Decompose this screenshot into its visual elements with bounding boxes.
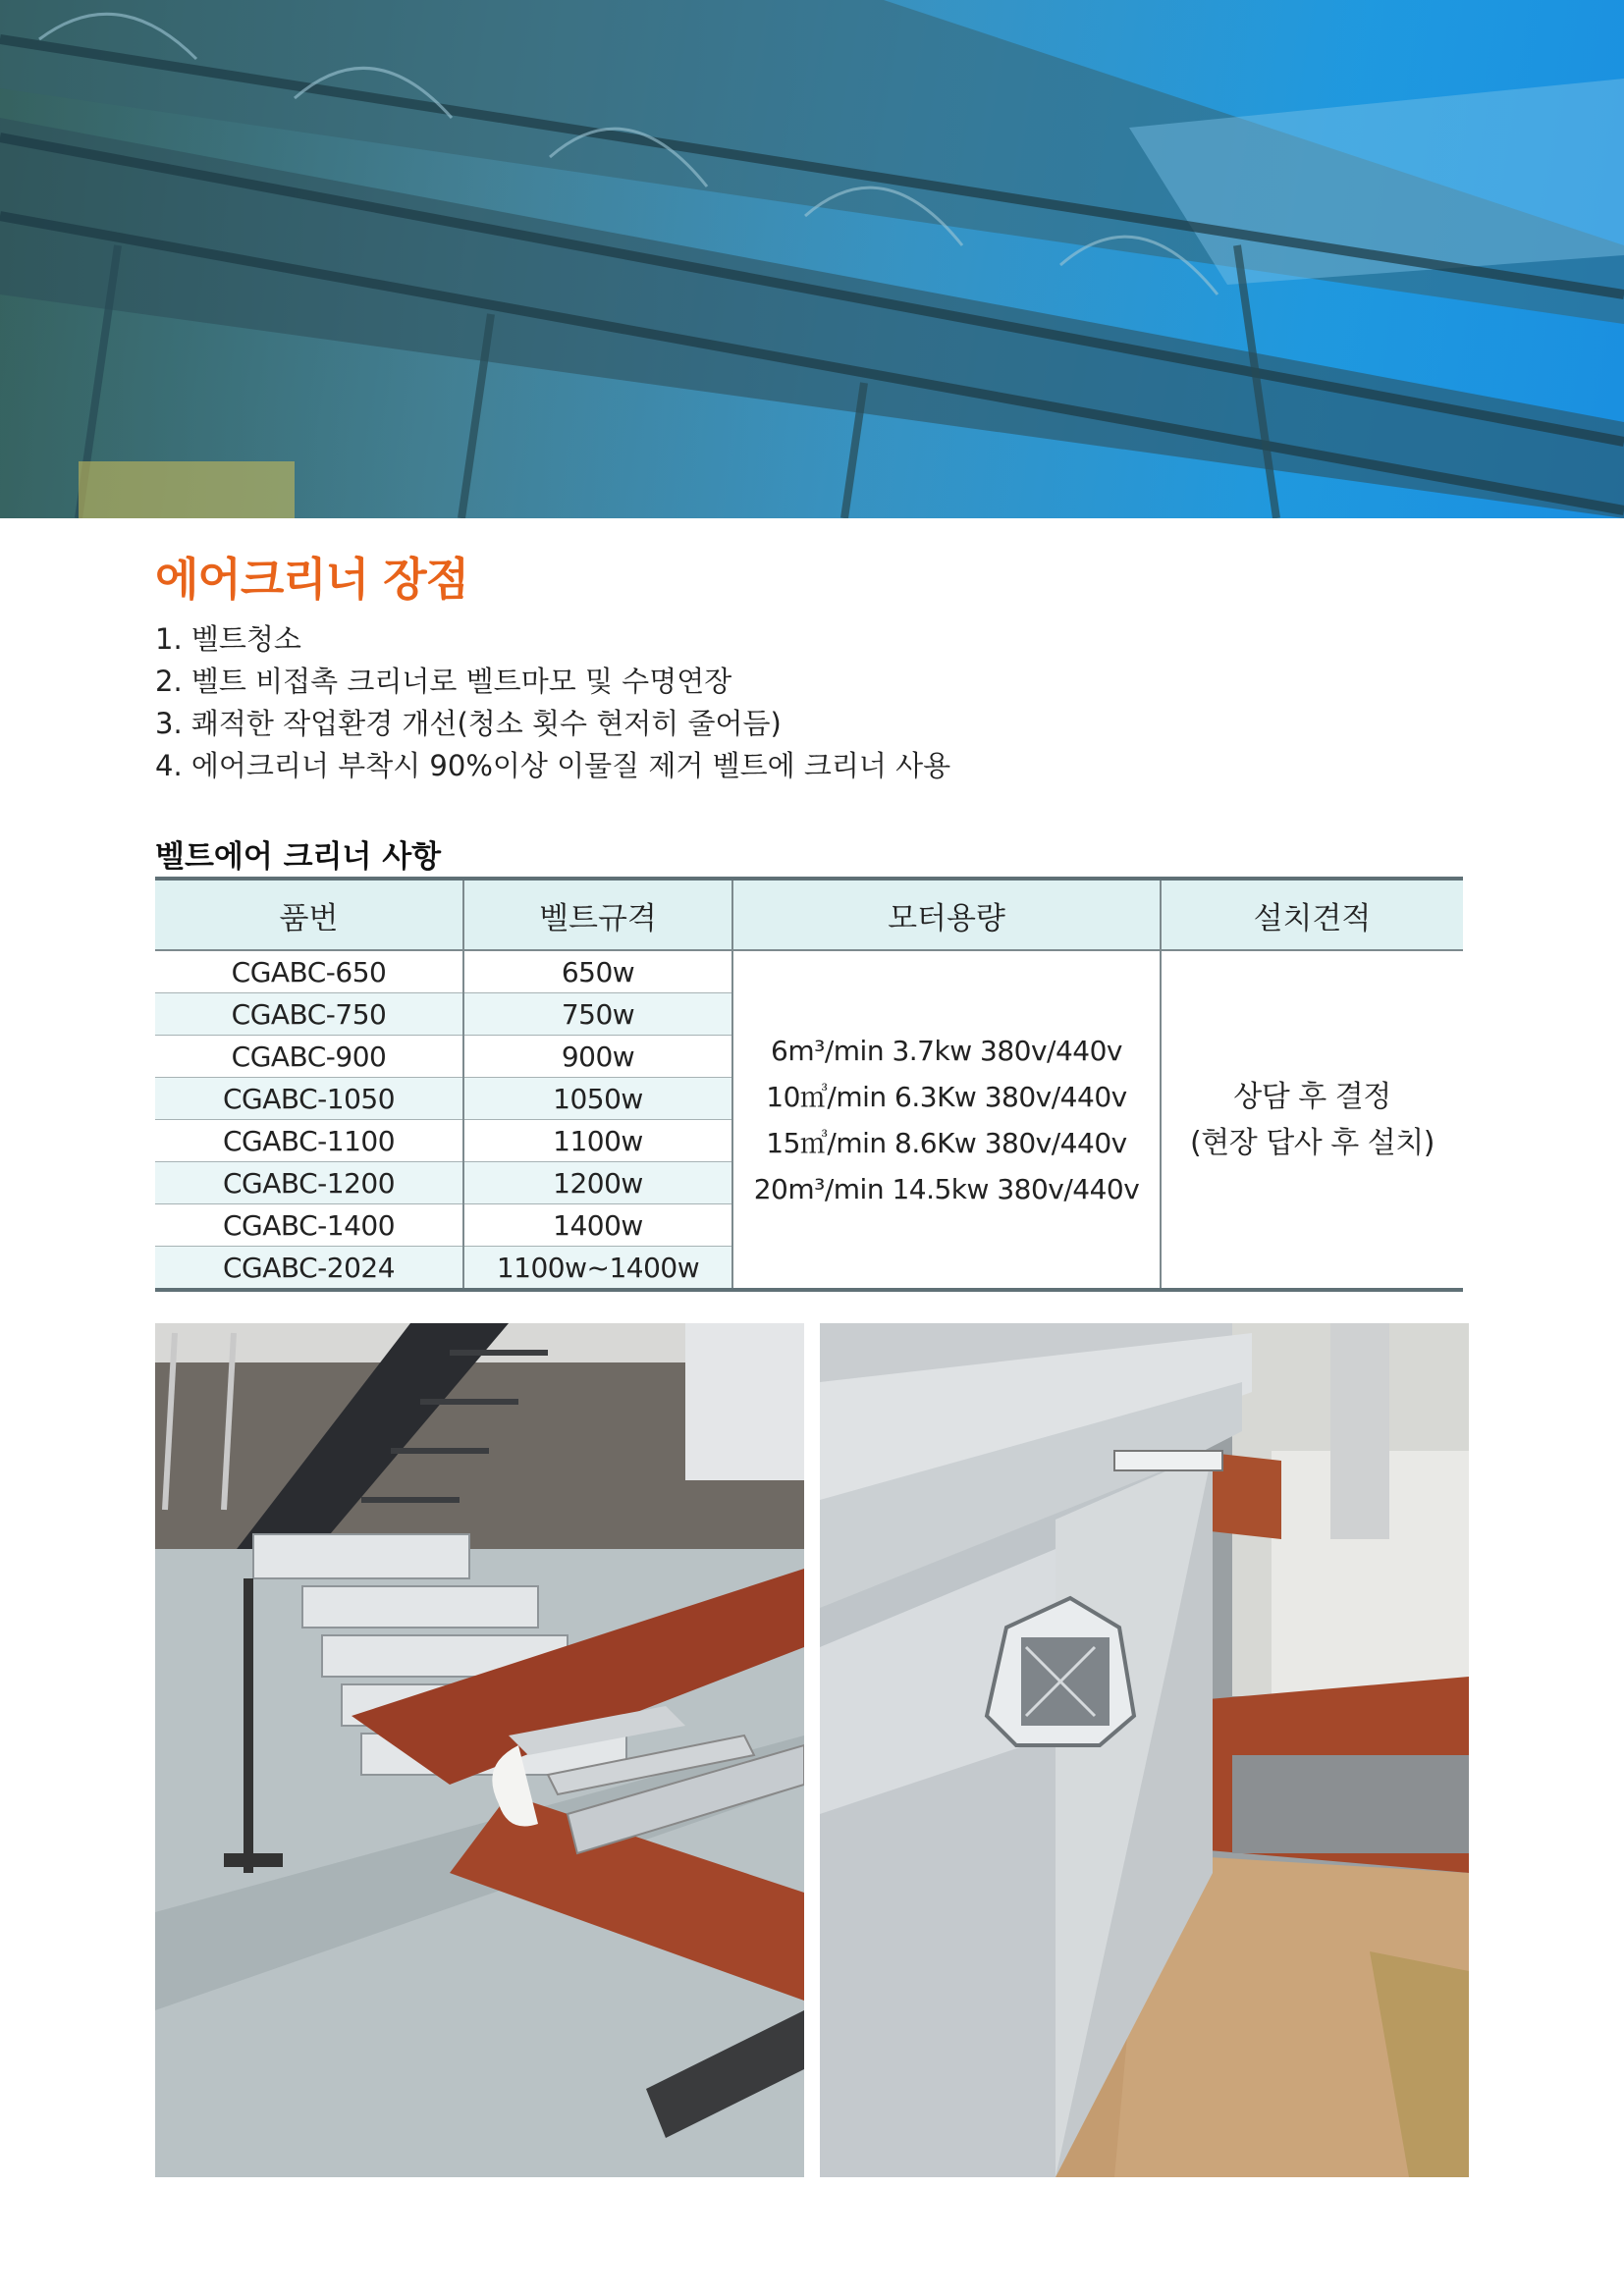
belt-cell: 650w	[463, 950, 732, 993]
benefit-item: 1. 벨트청소	[155, 622, 301, 656]
belt-cell: 900w	[463, 1036, 732, 1078]
motor-capacity-line: 15㎥/min 8.6Kw 380v/440v	[766, 1126, 1127, 1159]
hero-conveyor-image	[0, 0, 1624, 518]
aluminum-profile-photo	[820, 1323, 1469, 2177]
belt-cell: 1100w~1400w	[463, 1247, 732, 1291]
belt-cell: 750w	[463, 993, 732, 1036]
spec-table	[155, 877, 1463, 1292]
header-install-quote: 설치견적	[1161, 879, 1463, 950]
benefit-item: 3. 쾌적한 작업환경 개선(청소 횟수 현저히 줄어듬)	[155, 707, 782, 740]
benefit-item: 4. 에어크리너 부착시 90%이상 이물질 제거 벨트에 크리너 사용	[155, 749, 951, 782]
belt-cell: 1100w	[463, 1120, 732, 1162]
model-cell: CGABC-1050	[155, 1078, 463, 1120]
install-quote-line: (현장 답사 후 설치)	[1190, 1125, 1435, 1160]
model-cell: CGABC-900	[155, 1036, 463, 1078]
table-row	[155, 950, 1463, 993]
motor-capacity-cell	[732, 950, 1161, 1290]
install-quote-line: 상담 후 결정	[1233, 1079, 1391, 1114]
table-header-row	[155, 879, 1463, 950]
header-model: 품번	[155, 879, 463, 950]
header-motor-capacity: 모터용량	[732, 879, 1161, 950]
belt-cell: 1200w	[463, 1162, 732, 1204]
belt-cell: 1400w	[463, 1204, 732, 1247]
benefit-item: 2. 벨트 비접촉 크리너로 벨트마모 및 수명연장	[155, 665, 732, 698]
motor-capacity-line: 6m³/min 3.7kw 380v/440v	[771, 1034, 1122, 1067]
model-cell: CGABC-750	[155, 993, 463, 1036]
benefits-list	[155, 618, 950, 787]
belt-cell: 1050w	[463, 1078, 732, 1120]
model-cell: CGABC-1200	[155, 1162, 463, 1204]
section-title: 에어크리너 장점	[155, 553, 469, 606]
model-cell: CGABC-1400	[155, 1204, 463, 1247]
workshop-photo	[155, 1323, 804, 2177]
header-belt-spec: 벨트규격	[463, 879, 732, 950]
motor-capacity-line: 10㎥/min 6.3Kw 380v/440v	[766, 1080, 1127, 1113]
model-cell: CGABC-650	[155, 950, 463, 993]
model-cell: CGABC-1100	[155, 1120, 463, 1162]
table-title: 벨트에어 크리너 사항	[155, 839, 442, 875]
model-cell: CGABC-2024	[155, 1247, 463, 1291]
motor-capacity-line: 20m³/min 14.5kw 380v/440v	[753, 1172, 1140, 1205]
install-quote-cell	[1161, 950, 1463, 1290]
